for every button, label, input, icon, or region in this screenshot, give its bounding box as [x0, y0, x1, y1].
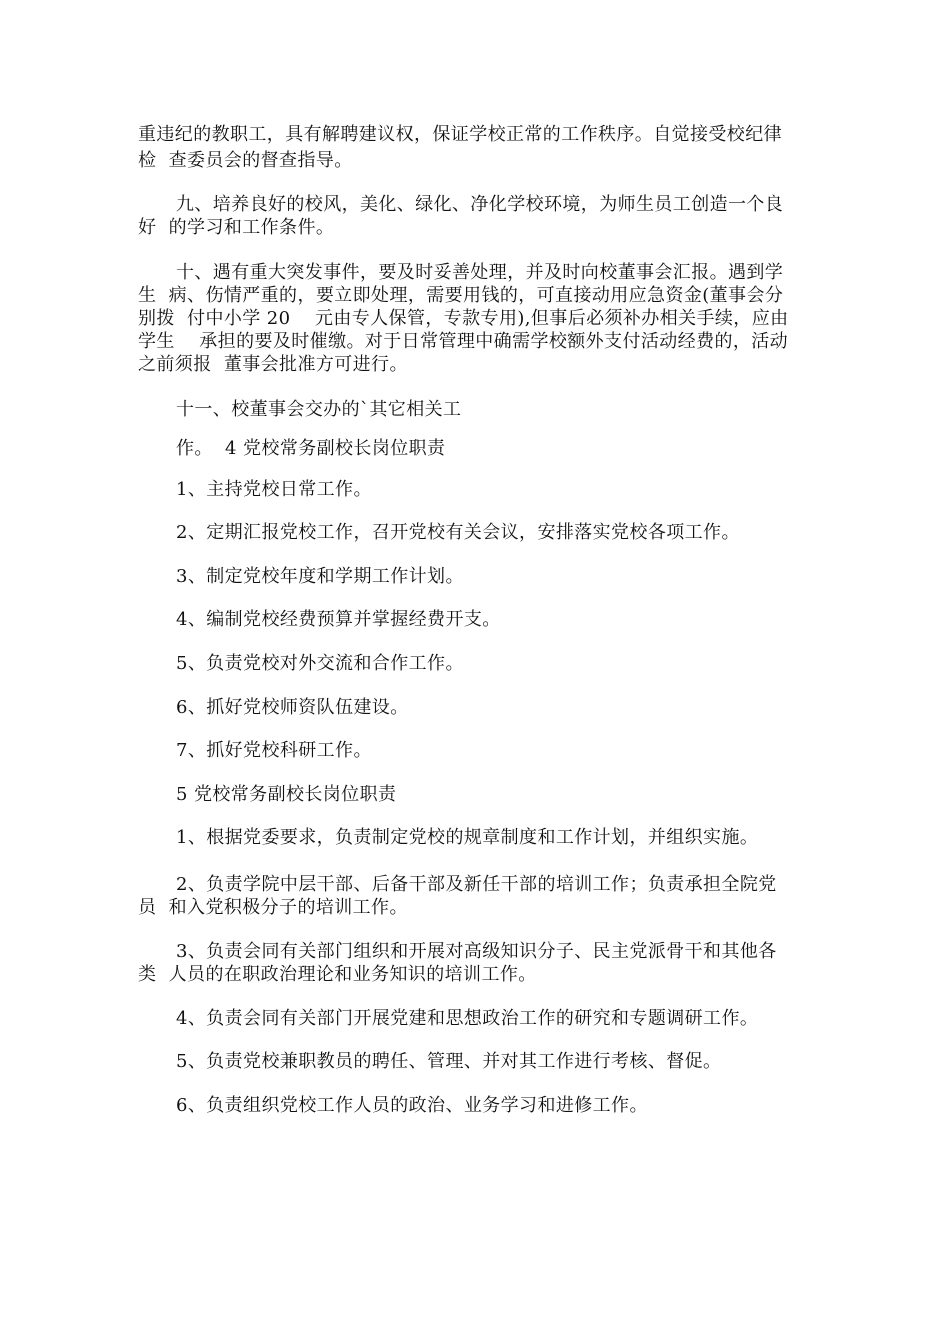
list-item: 6、抓好党校师资队伍建设。	[176, 697, 409, 718]
list-item: 6、负责组织党校工作人员的政治、业务学习和进修工作。	[176, 1095, 648, 1116]
list-item: 3、制定党校年度和学期工作计划。	[176, 566, 464, 587]
text-line: 十、遇有重大突发事件，要及时妥善处理，并及时向校董事会汇报。遇到学	[176, 262, 784, 283]
text-line: 学生 承担的要及时催缴。对于日常管理中确需学校额外支付活动经费的，活动	[138, 331, 789, 352]
list-item: 4、负责会同有关部门开展党建和思想政治工作的研究和专题调研工作。	[176, 1008, 759, 1029]
list-item: 员 和入党积极分子的培训工作。	[138, 897, 408, 918]
text-line: 别拨 付中小学 20 元由专人保管，专款专用),但事后必须补办相关手续，应由	[138, 308, 789, 329]
text-line: 作。 4 党校常务副校长岗位职责	[176, 438, 446, 459]
text-line: 好 的学习和工作条件。	[138, 217, 335, 238]
list-item: 5、负责党校对外交流和合作工作。	[176, 653, 464, 674]
text-line: 之前须报 董事会批准方可进行。	[138, 354, 408, 375]
text-line: 生 病、伤情严重的，要立即处理，需要用钱的，可直接动用应急资金(董事会分	[138, 285, 784, 306]
list-item: 类 人员的在职政治理论和业务知识的培训工作。	[138, 964, 537, 985]
text-line: 十一、校董事会交办的`其它相关工	[176, 399, 462, 420]
list-item: 2、定期汇报党校工作，召开党校有关会议，安排落实党校各项工作。	[176, 522, 740, 543]
list-item: 1、主持党校日常工作。	[176, 479, 372, 500]
list-item: 1、根据党委要求，负责制定党校的规章制度和工作计划，并组织实施。	[176, 827, 759, 848]
section-heading: 5 党校常务副校长岗位职责	[176, 784, 397, 805]
text-line: 九、培养良好的校风，美化、绿化、净化学校环境，为师生员工创造一个良	[176, 194, 784, 215]
text-line: 检 查委员会的督查指导。	[138, 150, 353, 171]
list-item: 3、负责会同有关部门组织和开展对高级知识分子、民主党派骨干和其他各	[176, 941, 777, 962]
list-item: 5、负责党校兼职教员的聘任、管理、并对其工作进行考核、督促。	[176, 1051, 722, 1072]
text-line: 重违纪的教职工，具有解聘建议权，保证学校正常的工作秩序。自觉接受校纪律	[138, 124, 782, 145]
list-item: 4、编制党校经费预算并掌握经费开支。	[176, 609, 501, 630]
list-item: 7、抓好党校科研工作。	[176, 740, 372, 761]
list-item: 2、负责学院中层干部、后备干部及新任干部的培训工作；负责承担全院党	[176, 874, 777, 895]
